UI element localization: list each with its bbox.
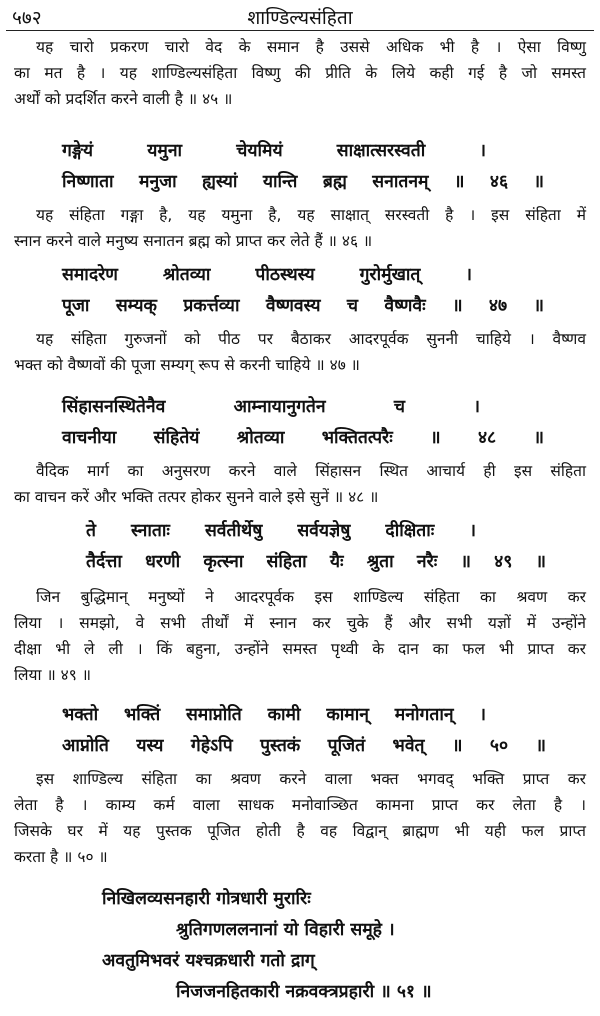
verse-line: आप्नोति यस्य गेहेऽपि पुस्तकं पूजितं भवेत् ॥ ५० ॥ (62, 736, 546, 756)
verse-line: वाचनीया संहितेयं श्रोतव्या भक्तितत्परैः ॥ ४८ ॥ (62, 428, 544, 448)
page-header (0, 4, 600, 28)
sanskrit-verse-49 (86, 516, 546, 578)
text-line: जिन बुद्धिमान् मनुष्यों ने आदरपूर्वक इस शाण्डिल्य संहिता का श्रवण कर (36, 588, 586, 606)
prose-paragraph-47 (14, 326, 586, 378)
text-line: इस शाण्डिल्य संहिता का श्रवण करने वाला भक्त भगवद् भक्ति प्राप्त कर (36, 770, 586, 788)
page-number: ५७२ (12, 7, 42, 29)
verse-line: गङ्गेयं यमुना चेयमियं साक्षात्सरस्वती । (62, 141, 486, 161)
text-line: भक्त को वैष्णवों की पूजा सम्यग् रूप से करनी चाहिये ॥ ४७ ॥ (14, 356, 360, 374)
text-line: लिया । समझो, वे सभी तीर्थों में स्नान कर चुके हैं और सभी यज्ञों में उन्होंने (14, 614, 586, 632)
verse-line: पूजा सम्यक् प्रकर्त्तव्या वैष्णवस्य च वैष्णवैः ॥ ४७ ॥ (62, 296, 544, 316)
text-line: का मत है । यह शाण्डिल्यसंहिता विष्णु की प्रीति के लिये कही गई है जो समस्त (14, 64, 586, 82)
text-line: लिया ॥ ४९ ॥ (14, 666, 91, 684)
text-line: का वाचन करें और भक्ति तत्पर होकर सुनने वाले इसे सुनें ॥ ४८ ॥ (14, 488, 379, 506)
prose-paragraph-48 (14, 458, 586, 510)
sanskrit-verse-48 (62, 392, 544, 454)
sanskrit-verse-46 (62, 136, 544, 198)
text-line: दीक्षा भी ले ली । किं बहुना, उन्होंने समस्त पृथ्वी के दान का फल भी प्राप्त कर (14, 640, 586, 658)
prose-paragraph-50 (14, 766, 586, 870)
sanskrit-verse-51 (102, 884, 548, 1008)
text-line: यह संहिता गङ्गा है, यह यमुना है, यह साक्षात् सरस्वती है । इस संहिता में (36, 206, 586, 224)
text-line: लेता है । काम्य कर्म वाला साधक मनोवाञ्छित कामना प्राप्त कर लेता है । (14, 796, 586, 814)
text-line: वैदिक मार्ग का अनुसरण करने वाले सिंहासन स्थित आचार्य ही इस संहिता (36, 462, 586, 480)
running-title: शाण्डिल्यसंहिता (247, 7, 353, 29)
verse-line: निष्णाता मनुजा ह्यस्यां यान्ति ब्रह्म सनातनम् ॥ ४६ ॥ (62, 172, 544, 192)
text-line: स्नान करने वाले मनुष्य सनातन ब्रह्म को प्राप्त कर लेते हैं ॥ ४६ ॥ (14, 232, 373, 250)
verse-line: भक्तो भक्तिं समाप्नोति कामी कामान् मनोगतान् । (62, 705, 486, 725)
text-line: यह संहिता गुरुजनों को पीठ पर बैठाकर आदरपूर्वक सुननी चाहिये । वैष्णव (36, 330, 586, 348)
sanskrit-verse-47 (62, 260, 544, 322)
verse-line: निखिलव्यसनहारी गोत्रधारी मुरारिः (102, 889, 311, 909)
prose-paragraph-45 (14, 34, 586, 112)
text-line: यह चारो प्रकरण चारो वेद के समान है उससे अधिक भी है । ऐसा विष्णु (36, 38, 586, 56)
verse-line: निजजनहितकारी नक्रवक्त्रप्रहारी ॥ ५१ ॥ (176, 982, 432, 1002)
text-line: करता है ॥ ५० ॥ (14, 848, 108, 866)
prose-paragraph-46 (14, 202, 586, 254)
text-line: जिसके घर में यह पुस्तक पूजित होती है वह विद्वान् ब्राह्मण भी यही फल प्राप्त (14, 822, 586, 840)
header-rule (6, 30, 594, 31)
verse-line: सिंहासनस्थितेनैव आम्नायानुगतेन च । (62, 397, 480, 417)
verse-line: समादरेण श्रोतव्या पीठस्थस्य गुरोर्मुखात् । (62, 265, 472, 285)
prose-paragraph-49 (14, 584, 586, 688)
verse-line: ते स्नाताः सर्वतीर्थेषु सर्वयज्ञेषु दीक्षिताः । (86, 521, 476, 541)
verse-line: तैर्दत्ता धरणी कृत्स्ना संहिता यैः श्रुता नरैः ॥ ४९ ॥ (86, 552, 546, 572)
text-line: अर्थों को प्रदर्शित करने वाली है ॥ ४५ ॥ (14, 90, 233, 108)
verse-line: श्रुतिगणललनानां यो विहारी समूहे । (176, 920, 395, 940)
verse-line: अवतुमिभवरं यश्चक्रधारी गतो द्राग् (102, 951, 315, 971)
sanskrit-verse-50 (62, 700, 546, 762)
